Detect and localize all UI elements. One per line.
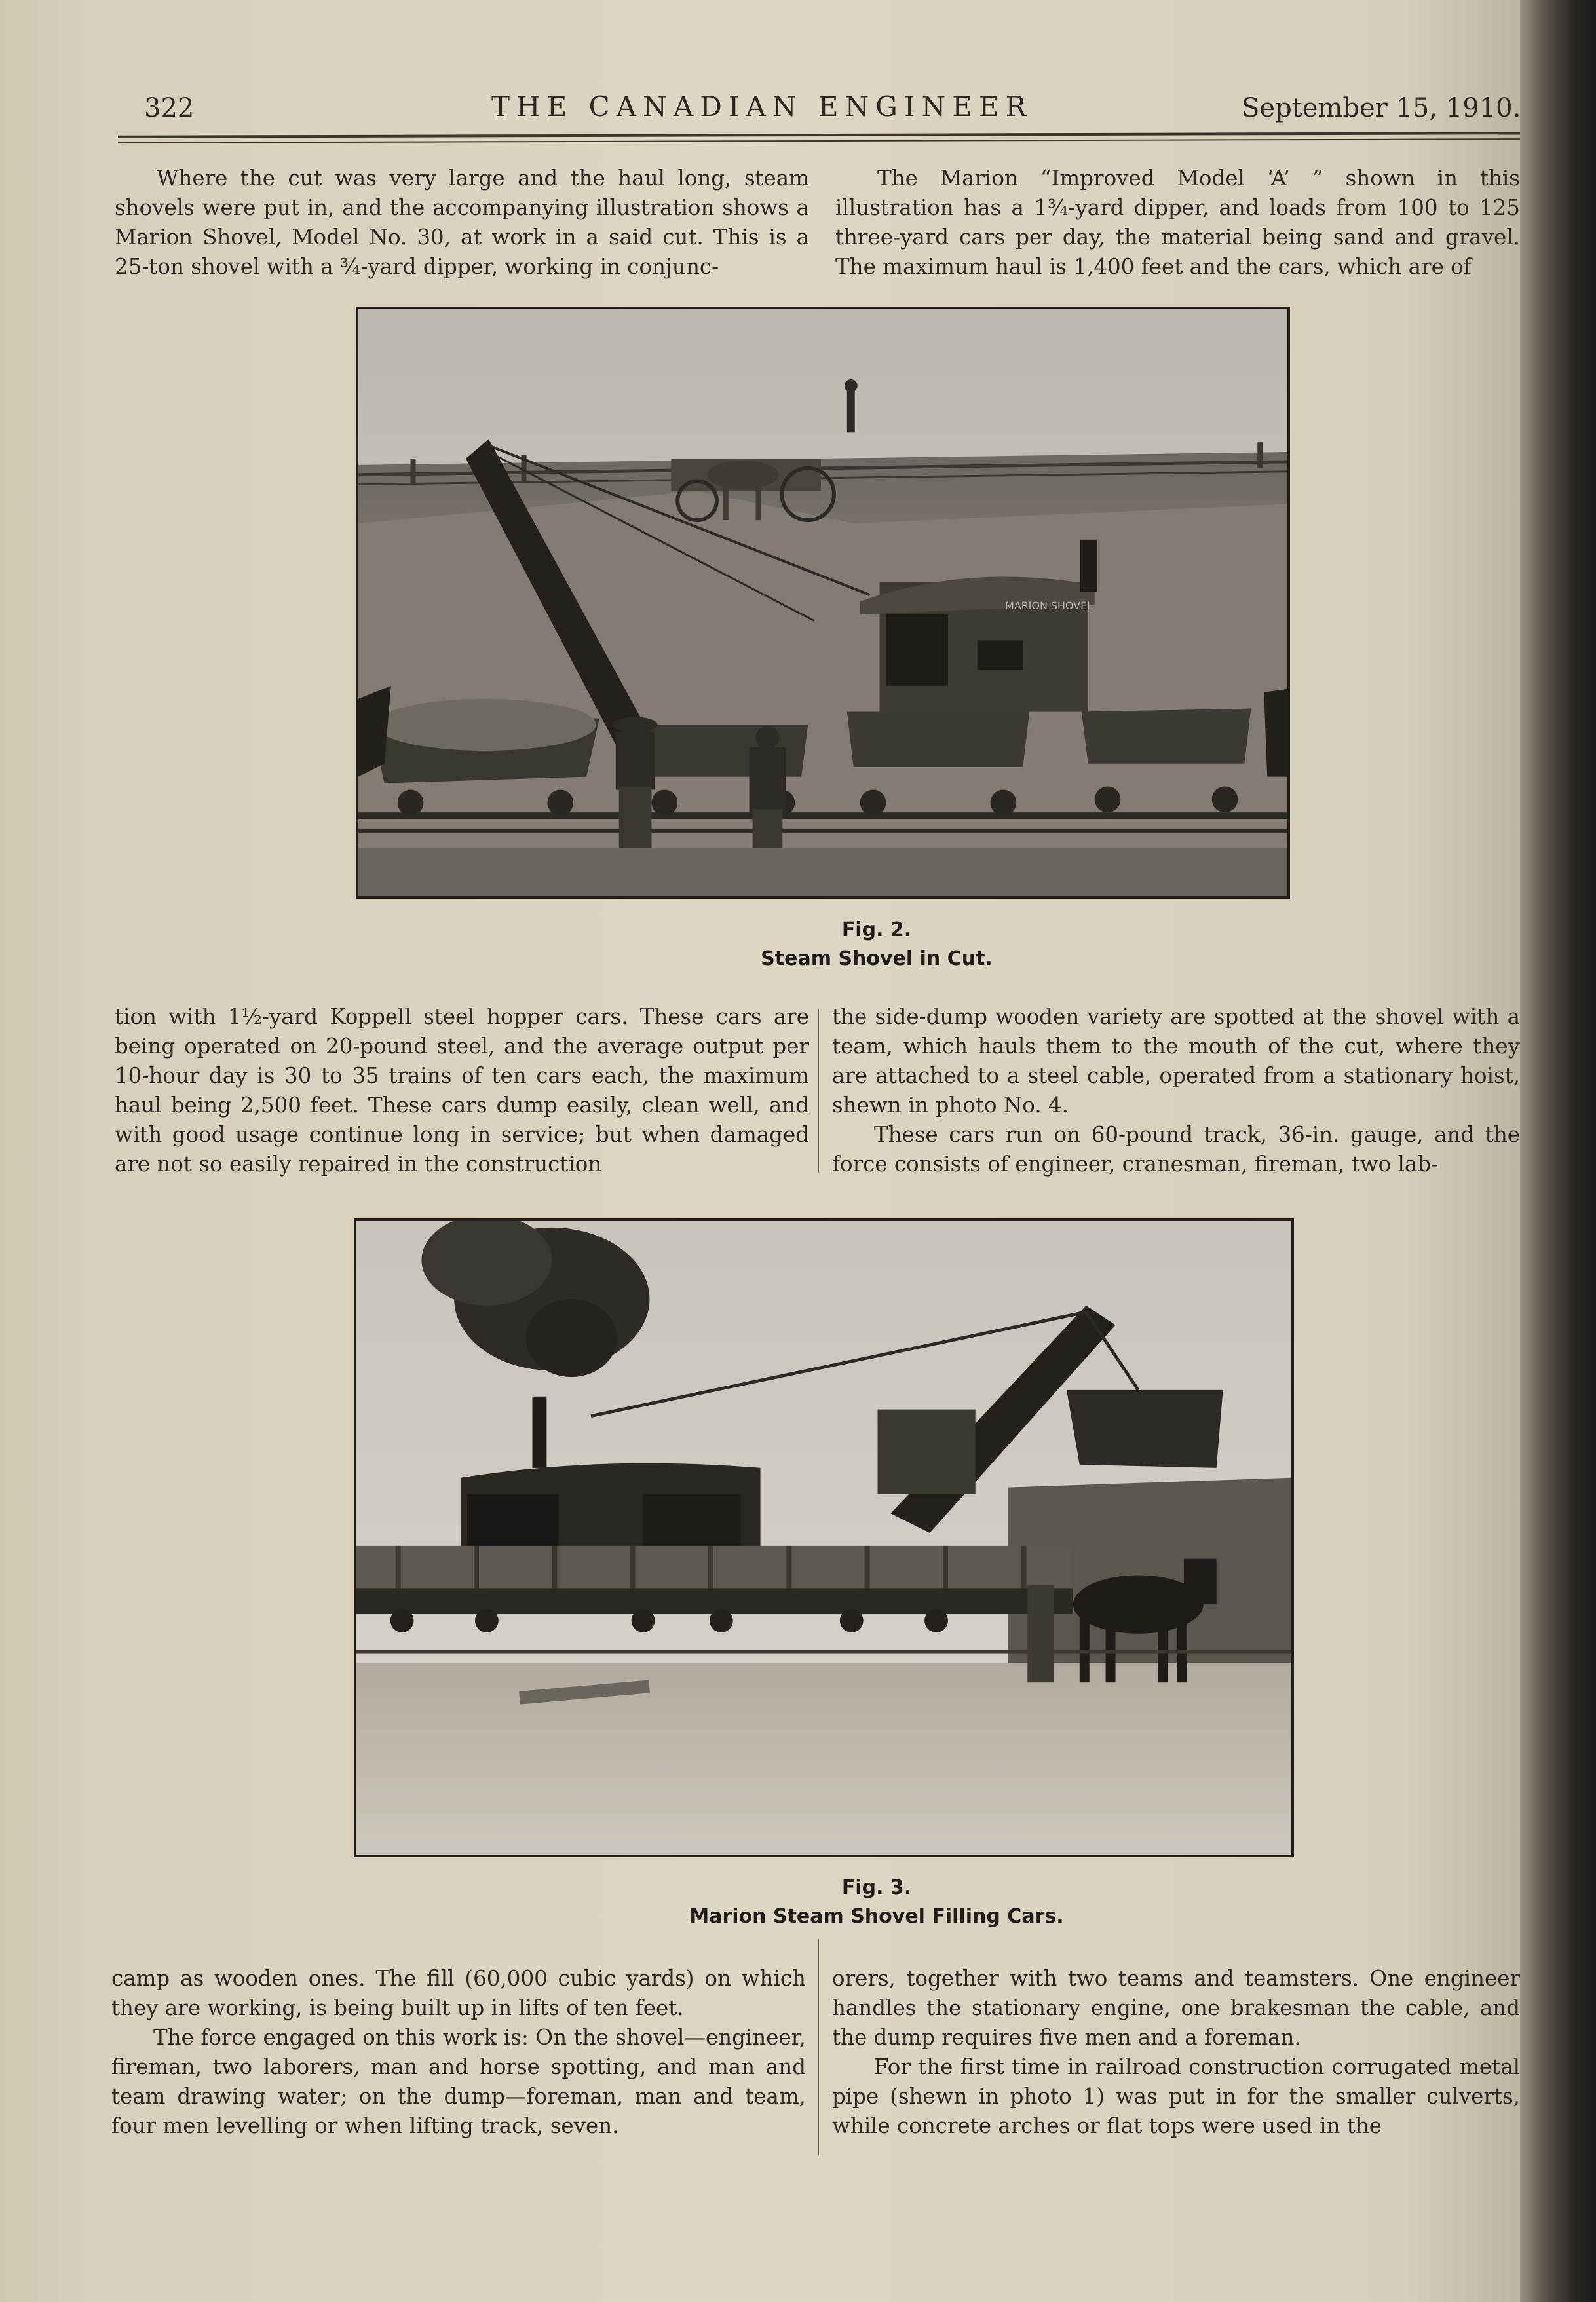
paragraph: camp as wooden ones. The fill (60,000 cubic yards) on which they are working, is being built up in lifts of ten feet. [111,1966,806,2020]
paragraph: The force engaged on this work is: On the shovel—engineer, fireman, two laborers, man and horse spotting, and man and team drawing water; on the dump—foreman, man and team, four men levelling or when lifting track, seven. [111,2025,806,2138]
figure-2-photo [356,307,1290,899]
figure-3-caption [0,1874,1596,1931]
top-right-column [835,164,1520,282]
paragraph: For the first time in railroad construction corrugated metal pipe (shewn in photo 1) was put in for the smaller culverts, while concrete arches or flat tops were used in the [832,2054,1520,2138]
paragraph: These cars run on 60-pound track, 36-in. gauge, and the force consists of engineer, cranesman, fireman, two lab- [832,1122,1520,1177]
book-spine-shadow [1520,0,1596,2302]
shovel-cab-lettering: MARION SHOVEL [1005,599,1093,612]
figure-3-photo [354,1218,1294,1857]
journal-title: THE CANADIAN ENGINEER [491,90,1033,123]
issue-date: September 15, 1910. [1242,93,1521,123]
middle-right-column [832,1002,1520,1179]
figure-2-title: Steam Shovel in Cut. [761,947,993,970]
bottom-right-column [832,1964,1520,2141]
paragraph: the side-dump wooden variety are spotted at the shovel with a team, which hauls them to the mouth of the cut, where they are attached to a steel cable, operated from a stationary hoist, shewn in photo No. 4. [832,1004,1520,1118]
figure-2-label: Fig. 2. [841,918,912,941]
column-divider [818,1939,819,2155]
figure-2-caption [0,916,1596,973]
bottom-left-column [111,1964,806,2141]
column-divider [818,1009,819,1173]
paragraph: tion with 1½-yard Koppell steel hopper cars. These cars are being operated on 20-pound steel, and the average output per 10-hour day is 30 to 35 trains of ten cars each, the maximum haul being 2,500 feet. These cars dump easily, clean well, and with good usage continue long in service; but when damaged are not so easily repaired in the construction [115,1004,809,1177]
running-header [118,85,1527,138]
page-number: 322 [144,93,195,123]
middle-left-column [115,1002,809,1179]
paragraph: Where the cut was very large and the haul long, steam shovels were put in, and the accompanying illustration shows a Marion Shovel, Model No. 30, at work in a said cut. This is a 25-ton shovel with a ¾-yard dipper, working in conjunc- [115,166,809,279]
top-left-column [115,164,809,282]
paragraph: orers, together with two teams and teamsters. One engineer handles the stationary engine, one brakesman the cable, and the dump requires five men and a foreman. [832,1966,1520,2050]
figure-3-title: Marion Steam Shovel Filling Cars. [689,1905,1064,1928]
figure-3-label: Fig. 3. [841,1876,912,1899]
paragraph: The Marion “Improved Model ‘A’ ” shown in this illustration has a 1¾-yard dipper, and loads from 100 to 125 three-yard cars per day, the material being sand and gravel. The maximum haul is 1,400 feet and the cars, which are of [835,166,1520,279]
